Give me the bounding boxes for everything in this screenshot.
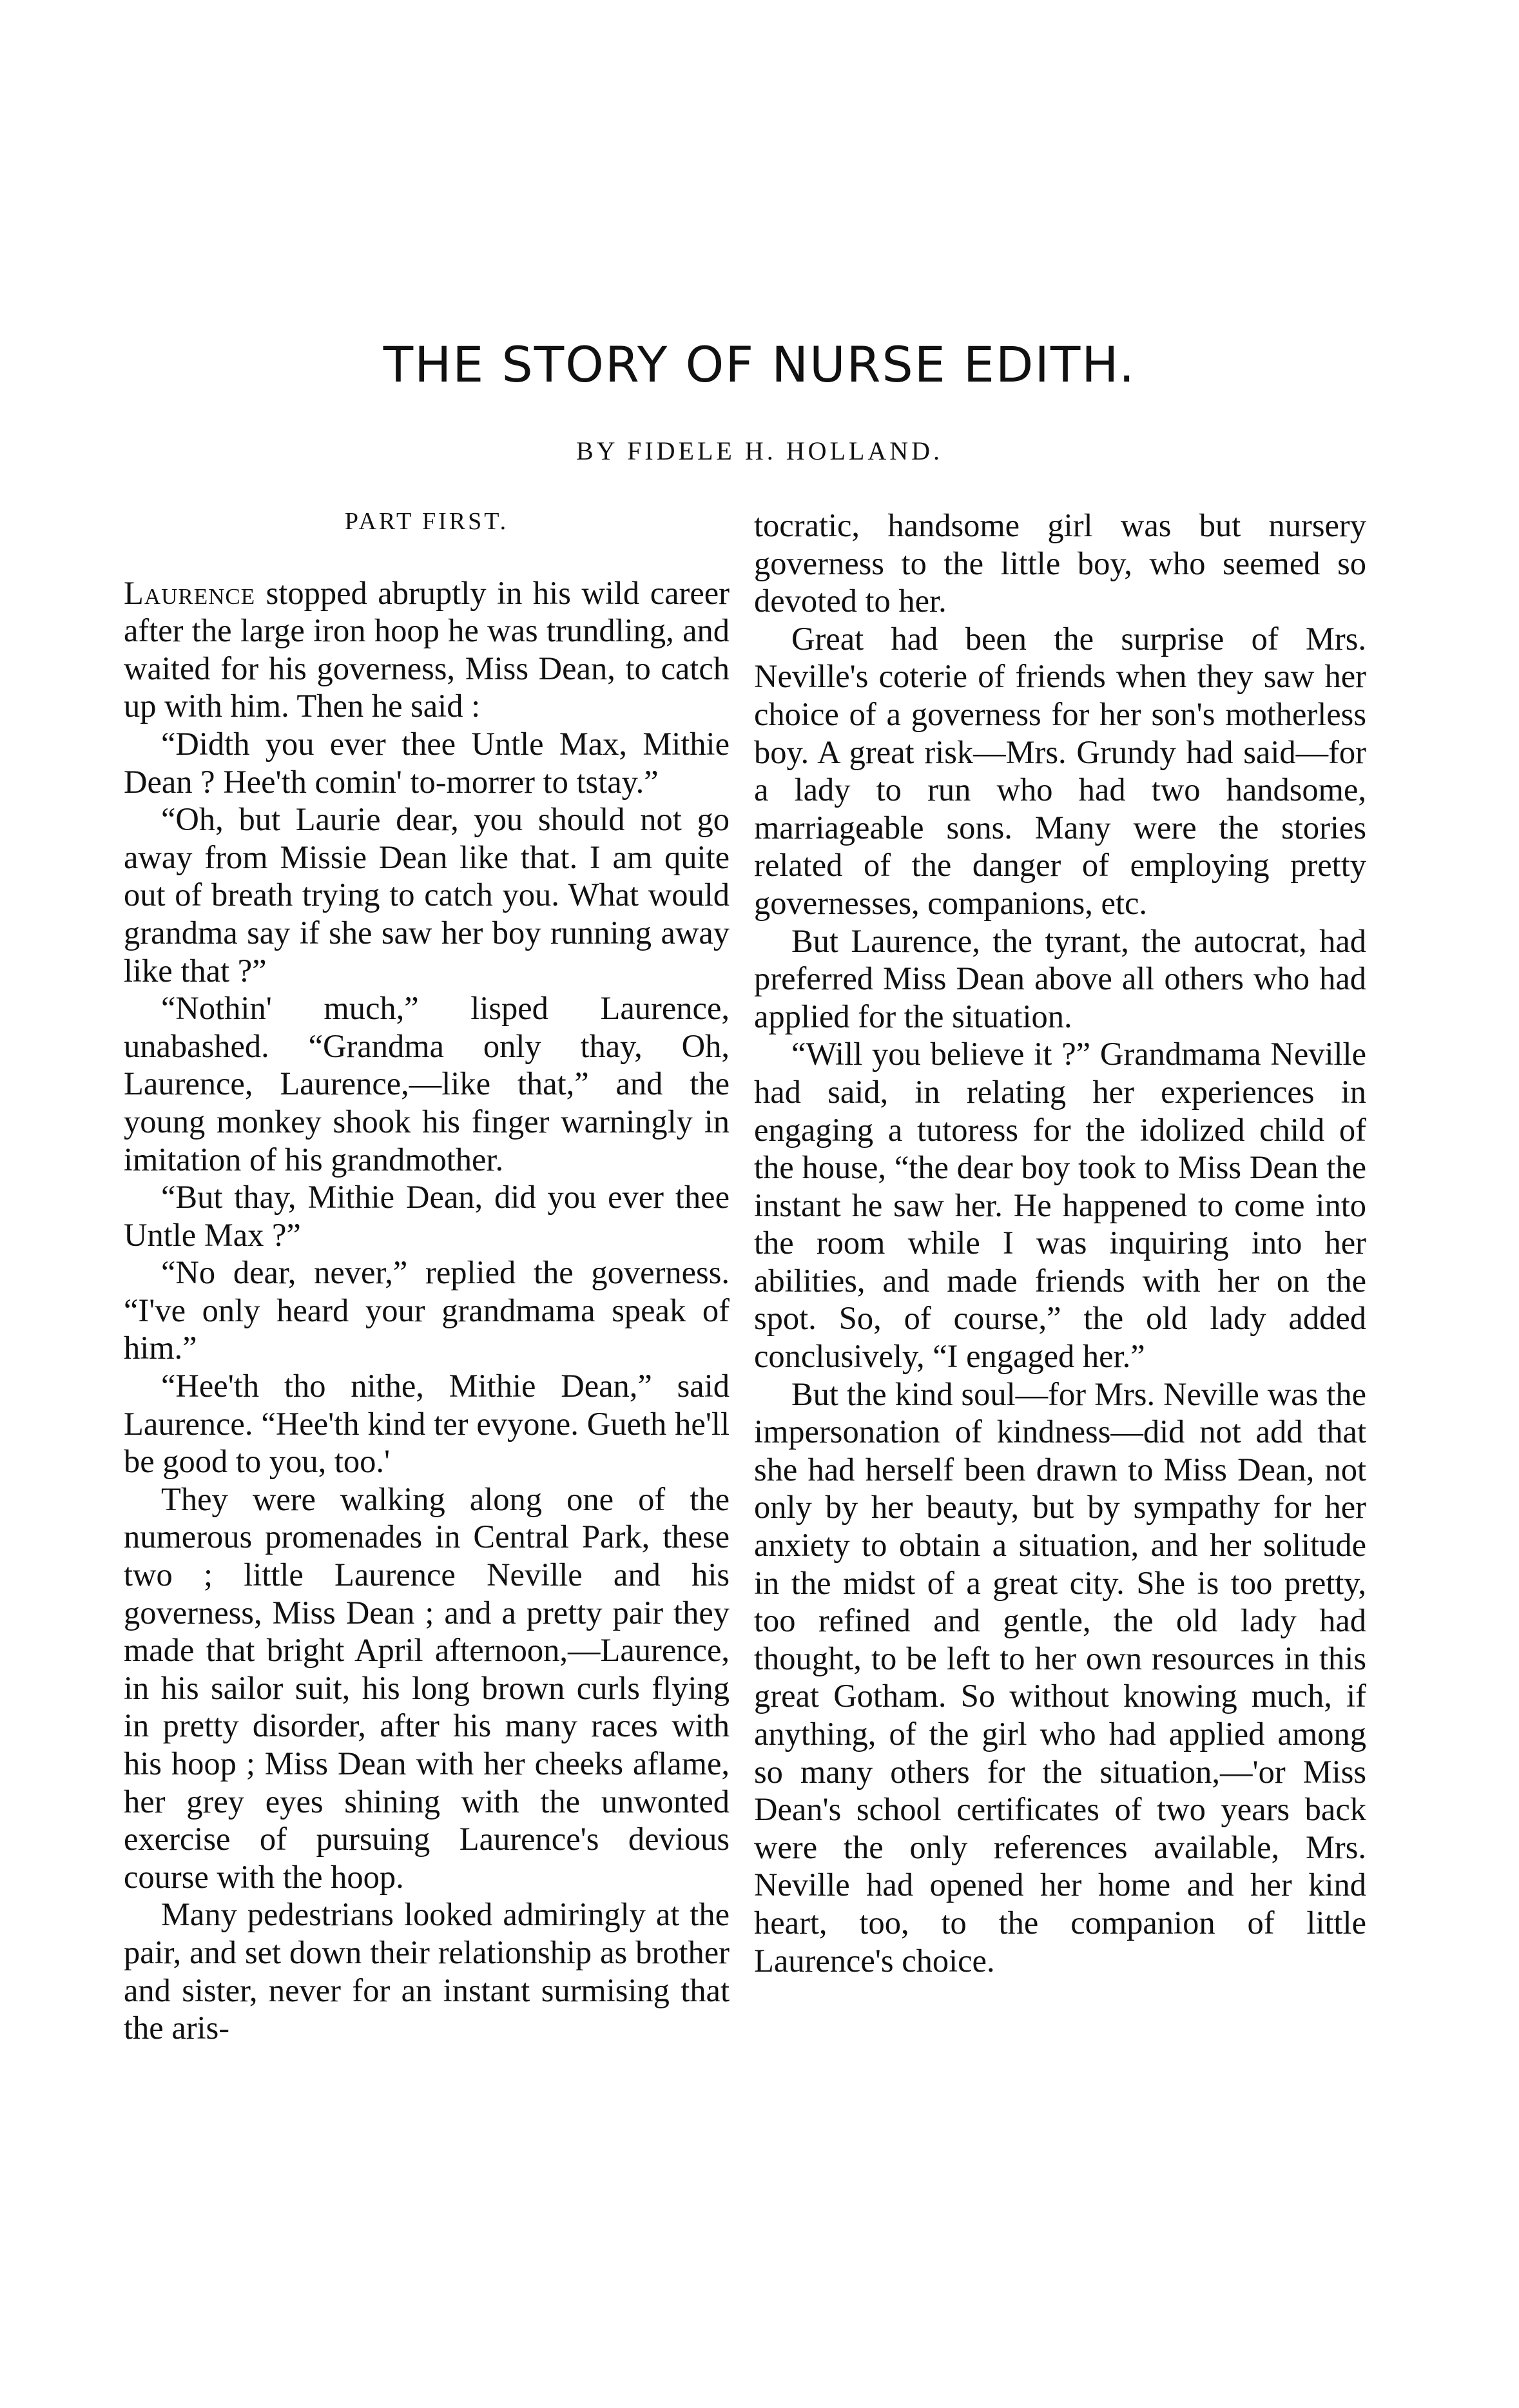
paragraph [124,574,730,725]
paragraph: “Hee'th tho nithe, Mithie Dean,” said Laurence. “Hee'th kind ter evyone. Gueth he'll be good to you, too.' [124,1368,730,1480]
paragraph-text: stopped abruptly in his wild career after the large iron hoop he was trundling, and waited for his governess, Miss Dean, to catch up with him. Then he said : [124,574,730,724]
drop-lead-word: Laurence [124,574,256,611]
part-heading: PART FIRST. [344,508,509,535]
paragraph: “No dear, never,” replied the governess. “I've only heard your grandmama speak of him.” [124,1254,730,1366]
paragraph: But the kind soul—for Mrs. Neville was the impersonation of kindness—did not add that she had herself been drawn to Miss Dean, not only by her beauty, but by sympathy for her anxiety to obtain a situation, and her solitude in the midst of a great city. She is too pretty, too refined and gentle, the old lady had thought, to be left to her own resources in this great Gotham. So without knowing much, if anything, of the girl who had applied among so many others for the situation,—'or Miss Dean's school certificates of two years back were the only references available, Mrs. Neville had opened her home and her kind heart, too, to the companion of little Laurence's choice. [754,1375,1366,1979]
article-title: THE STORY OF NURSE EDITH. [383,336,1136,393]
paragraph: “Oh, but Laurie dear, you should not go away from Missie Dean like that. I am quite out of breath trying to catch you. What would grandma say if she saw her boy running away like that ?” [124,801,730,989]
paragraph: Great had been the surprise of Mrs. Neville's coterie of friends when they saw her choice of a governess for her son's motherless boy. A great risk—Mrs. Grundy had said—for a lady to run who had two handsome, marriageable sons. Many were the stories related of the danger of employing pretty governesses, companions, etc. [754,620,1366,921]
paragraph: But Laurence, the tyrant, the autocrat, had preferred Miss Dean above all others who had applied for the situation. [754,922,1366,1034]
article-byline: BY FIDELE H. HOLLAND. [576,436,943,465]
paragraph: “Didth you ever thee Untle Max, Mithie Dean ? Hee'th comin' to-morrer to tstay.” [124,725,730,800]
paragraph: “Will you believe it ?” Grandmama Neville had said, in relating her experiences in engaging a tutoress for the idolized child of the house, “the dear boy took to Miss Dean the instant he saw her. He happened to come into the room while I was inquiring into her abilities, and made friends with her on the spot. So, of course,” the old lady added conclusively, “I engaged her.” [754,1036,1366,1375]
paragraph: Many pedestrians looked admiringly at the pair, and set down their relationship as brother and sister, never for an instant surmising that the aris- [124,1896,730,2046]
paragraph: “Nothin' much,” lisped Laurence, unabashed. “Grandma only thay, Oh, Laurence, Laurence,—like that,” and the young monkey shook his finger warningly in imitation of his grandmother. [124,990,730,1178]
right-text-column [754,507,1366,1979]
paragraph: “But thay, Mithie Dean, did you ever thee Untle Max ?” [124,1179,730,1253]
paragraph: tocratic, handsome girl was but nursery governess to the little boy, who seemed so devoted to her. [754,507,1366,619]
left-text-column [124,503,730,2047]
paragraph: They were walking along one of the numerous promenades in Central Park, these two ; little Laurence Neville and his governess, Miss Dean ; and a pretty pair they made that bright April afternoon,—Laurence, in his sailor suit, his long brown curls flying in pretty disorder, after his many races with his hoop ; Miss Dean with her cheeks aflame, her grey eyes shining with the unwonted exercise of pursuing Laurence's devious course with the hoop. [124,1481,730,1895]
